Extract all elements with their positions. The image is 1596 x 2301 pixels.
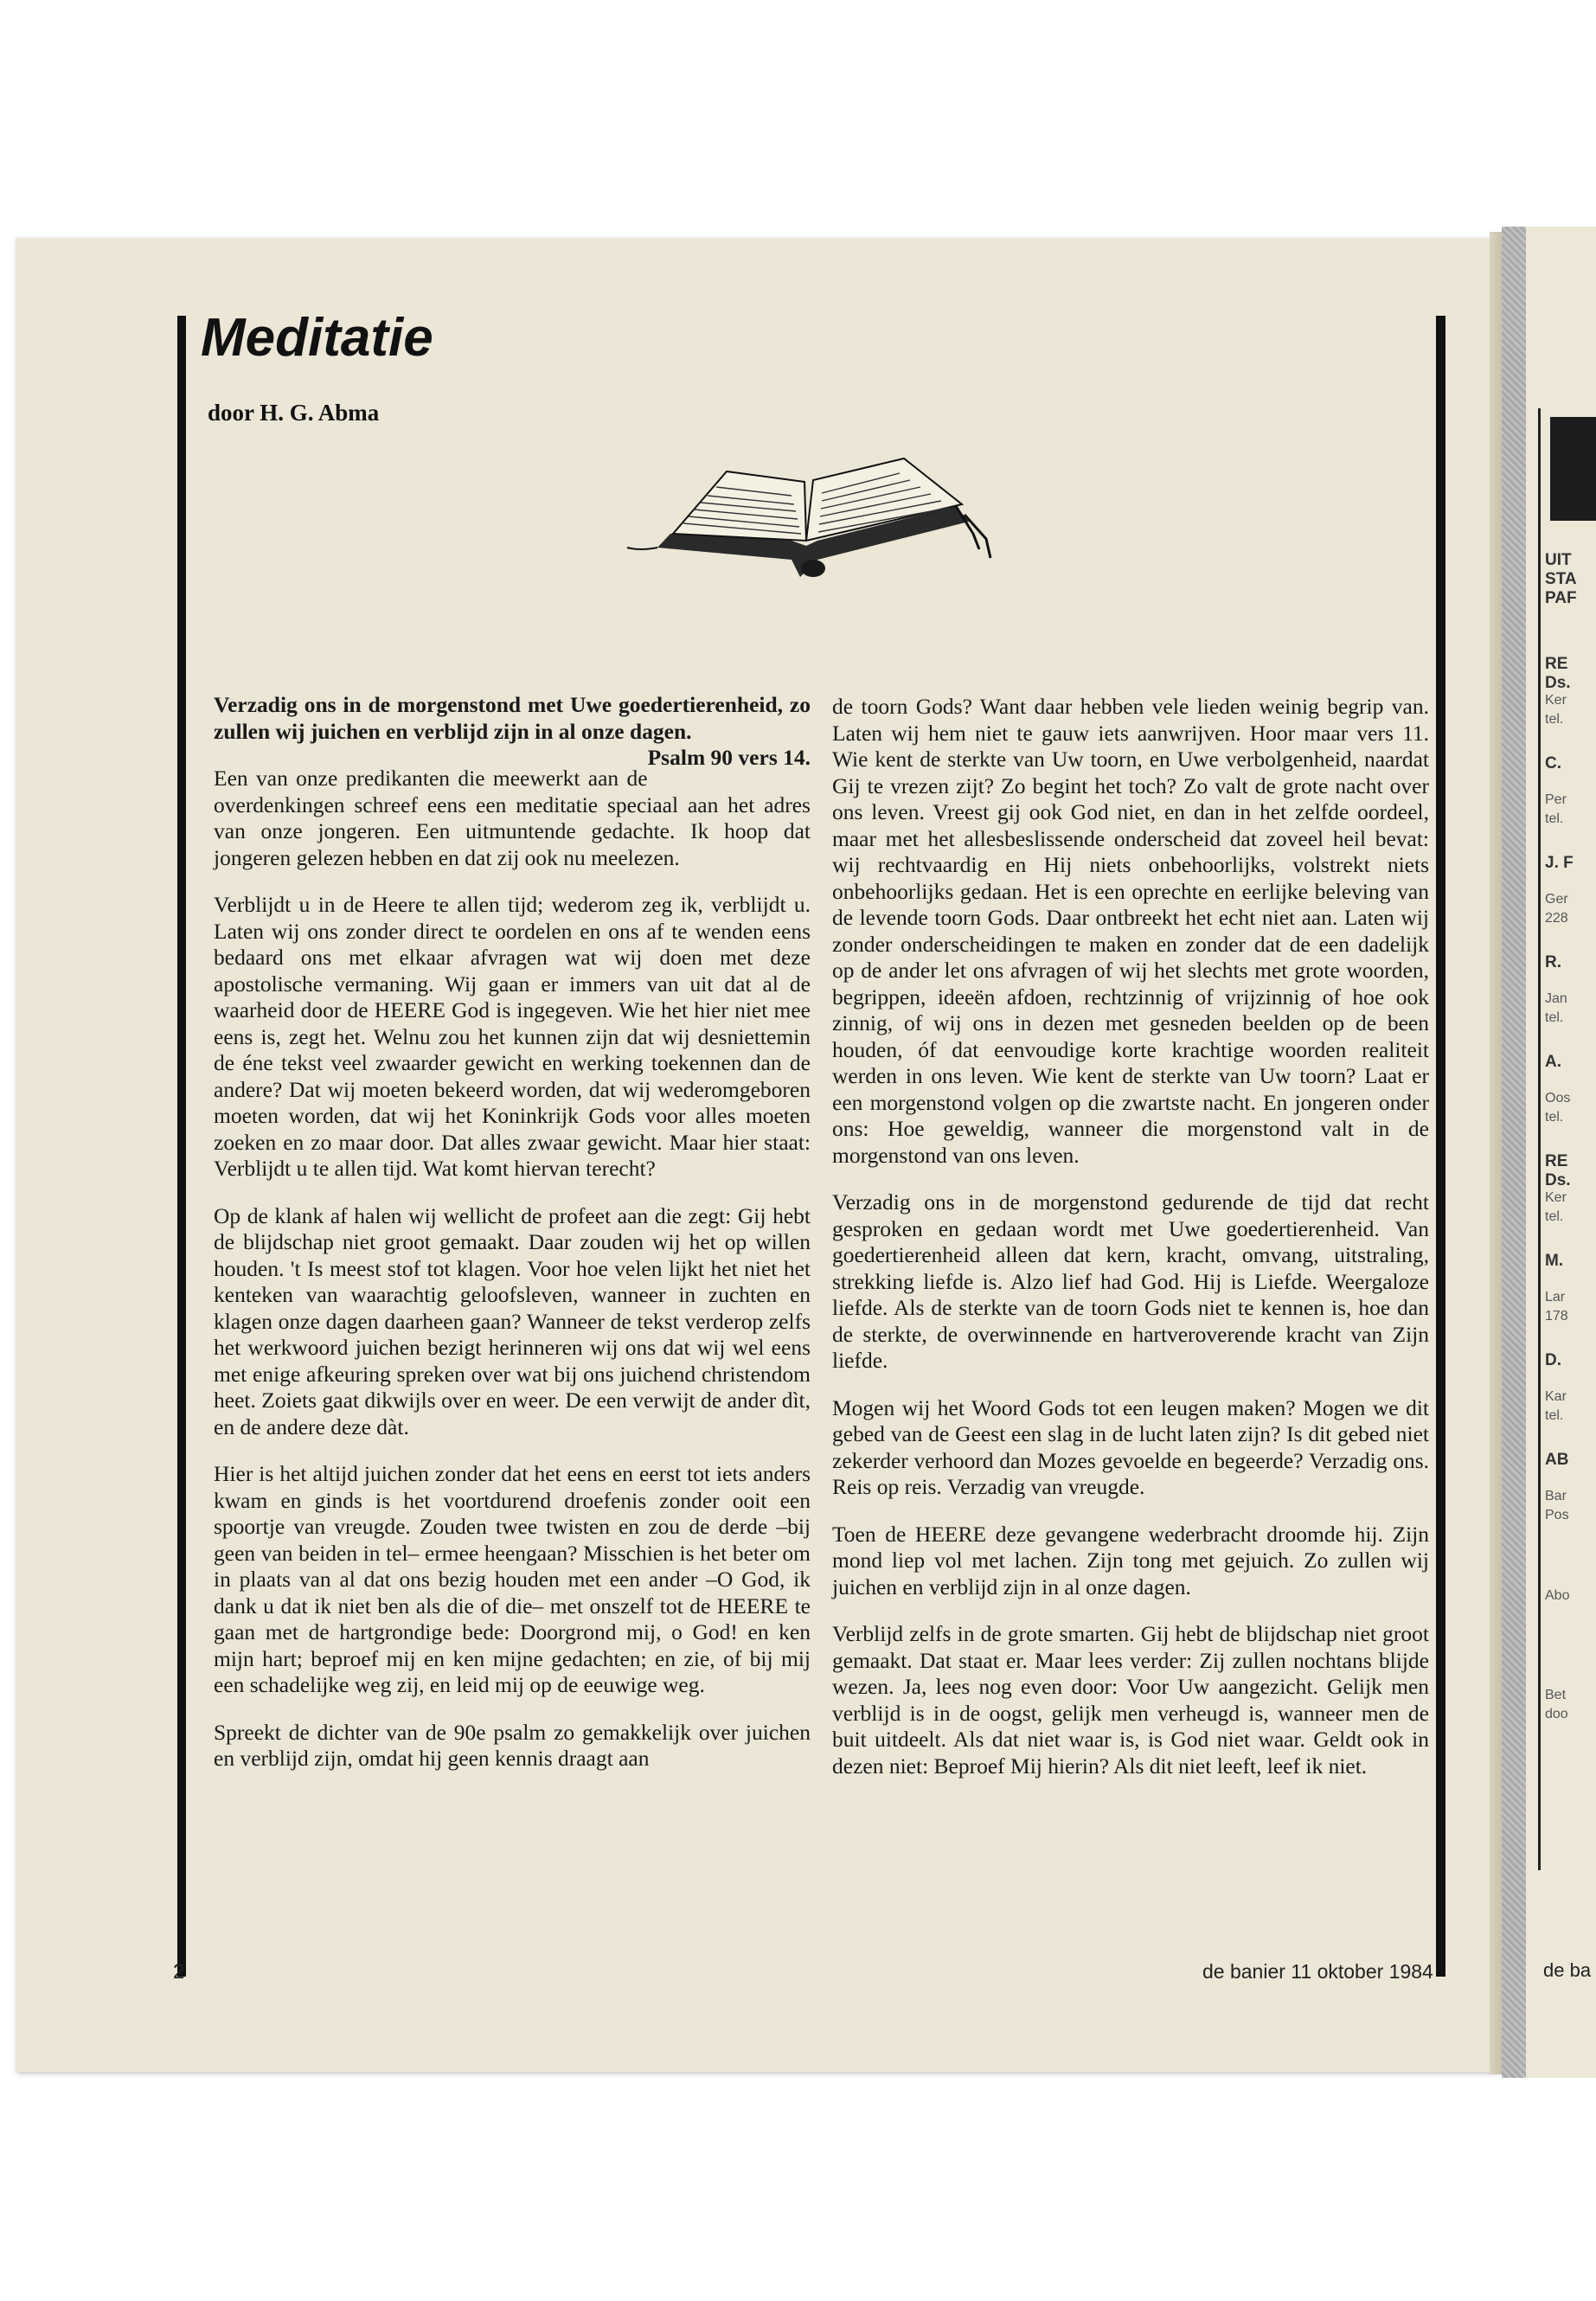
scripture-reference: Psalm 90 vers 14.	[647, 745, 811, 770]
adjacent-page-entry-text: tel.	[1545, 1010, 1564, 1025]
adjacent-page-entry-text: Kar	[1545, 1389, 1567, 1404]
article-title: Meditatie	[201, 308, 433, 368]
adjacent-page-entry-text: tel.	[1545, 1209, 1564, 1224]
adjacent-page-entry-text: RE	[1545, 1152, 1568, 1170]
adjacent-page-entry-text: Abo	[1545, 1588, 1570, 1603]
left-vertical-rule	[177, 316, 186, 1977]
article-paragraph: Verblijdt u in de Heere te allen tijd; wederom zeg ik, verblijdt u. Laten wij ons zonder direct te oordelen en ons af te wenden eens bedaard ons met elkaar afvragen wat wij doen met deze apostolische vermaning. Wij gaan er immers van uit dat al de waarheid door de HEERE God is ingegeven. Wie het hier niet mee eens is, zegt het. Welnu zou het kunnen zijn dat wij desniettemin de éne tekst veel zwaarder gewicht en werking toekennen dan de andere? Dat wij moeten bekeerd worden, dat wij wederomgeboren moeten worden, dat wij het Koninkrijk Gods voor alles moeten zoeken en zo maar door. Dat alles zwaar gewicht. Maar hier staat: Verblijdt u te allen tijd. Wat komt hiervan terecht?	[214, 892, 811, 1181]
adjacent-page-entry-text: Ger	[1545, 892, 1568, 907]
adjacent-page-line: PAF	[1545, 589, 1577, 607]
left-paragraphs	[214, 766, 811, 1772]
adjacent-page-entry-text: tel.	[1545, 1408, 1564, 1423]
adjacent-page-entry-text: J. F	[1545, 854, 1574, 872]
adjacent-page-entry-text: D.	[1545, 1351, 1561, 1369]
article-paragraph: Verblijd zelfs in de grote smarten. Gij hebt de blijdschap niet groot gemaakt. Dat staat er. Maar lees verder: Zij zullen nochtans blijde wezen. Ja, lees nog even door: Voor Uw aangezicht. Gelijk men verblijd is in de oogst, gelijk men verheugd is, wanneer men de buit uitdeelt. Als dat niet waar is, is God niet waar. Geldt ook in dezen niet: Beproef Mij hierin? Als dit niet leeft, leef ik niet.	[832, 1621, 1429, 1779]
adjacent-page-entry-text: C.	[1545, 754, 1561, 772]
book-gutter	[1490, 232, 1502, 2074]
adjacent-page-entry-text: Bet	[1545, 1688, 1567, 1702]
article-paragraph: Mogen wij het Woord Gods tot een leugen maken? Mogen we dit gebed van de Geest een slag in de lucht laten zijn? Is dit gebed niet zekerder verhoord dan Mozes gevoelde en begeerde? Verzadig ons. Reis op reis. Verzadig van vreugde.	[832, 1394, 1429, 1499]
intro-verse	[214, 692, 811, 770]
adjacent-page-entry-text: Oos	[1545, 1091, 1571, 1106]
adjacent-page-entry-text: tel.	[1545, 712, 1564, 727]
adjacent-page-entry-text: R.	[1545, 953, 1561, 971]
adjacent-page-entry-text: Jan	[1545, 991, 1567, 1006]
publication-footer: de banier 11 oktober 1984	[1202, 1960, 1433, 1983]
adjacent-page-entry-text: AB	[1545, 1451, 1569, 1469]
adjacent-page-entry-text: Per	[1545, 792, 1567, 807]
adjacent-page-entry-text: Bar	[1545, 1489, 1567, 1503]
adjacent-page-masthead-block	[1550, 417, 1596, 521]
adjacent-page-footer: de ba	[1543, 1959, 1592, 1981]
adjacent-page-line: UIT	[1545, 551, 1572, 569]
right-paragraphs	[832, 694, 1429, 1779]
adjacent-page-entry-text: Ds.	[1545, 1171, 1571, 1189]
article-paragraph: de toorn Gods? Want daar hebben vele lieden weinig begrip van. Laten wij hem niet te gauw iets aanwrijven. Hoor maar vers 11. Wie kent de sterkte van Uw toorn, en Uwe verbolgenheid, naardat Gij te vrezen zijt? Zo begint het toch? Zo valt de grote nacht over ons leven. Vreest gij ook God niet, en dan in het zelfde oordeel, maar met het allesbeslissende onderscheid dat zoveel heil bevat: wij rechtvaardig en Hij niets onbehoorlijks, volstrekt niets onbehoorlijks gedaan. Het is een oprechte en eerlijke beleving van de levende toorn Gods. Daar ontbreekt het echt niet aan. Laten wij zonder onderscheidingen te maken en zonder dat de een dadelijk op de ander let ons afvragen of wij het slechts met grote woorden, begrippen, ideeën afdoen, rechtzinnig of vrijzinnig of hoe ook zinnig, of wij ons in dezen met gesneden beelden op de been houden, óf dat eenvoudige korte krachtige woorden realiteit werden in ons leven. Wie kent de sterkte van Uw toorn? Laat er een morgenstond volgen op die zwartste nacht. En jongeren onder ons: Hoe geweldig, wanneer die morgenstond valt in de morgenstond van ons leven.	[832, 694, 1429, 1168]
adjacent-page-entry-text: RE	[1545, 655, 1568, 673]
page-number: 2	[173, 1960, 185, 1984]
adjacent-page-entry-text: 178	[1545, 1309, 1568, 1324]
book-binding	[1502, 227, 1526, 2078]
article-paragraph: Spreekt de dichter van de 90e psalm zo gemakkelijk over juichen en verblijd zijn, omdat hij geen kennis draagt aan	[214, 1719, 811, 1771]
adjacent-page-entry-text: Ds.	[1545, 674, 1571, 692]
article-byline: door H. G. Abma	[208, 400, 380, 426]
article-paragraph: Hier is het altijd juichen zonder dat het eens en eerst tot iets anders kwam en ginds is het voortdurend droefenis zonder ooit een spoortje van vreugde. Zouden twee twisten en zou de derde –bij geen van beiden in tel– ermee heengaan? Misschien is het beter om in plaats van al dat ons bezig houden met een ander –O God, ik dank u dat ik niet ben als die of die– met onszelf tot de HEERE te gaan met de hartgrondige bede: Doorgrond mij, o God! en ken mijn hart; beproef mij en ken mijne gedachten; en zie, of bij mij een schadelijke weg zij, en leid mij op de eeuwige weg.	[214, 1461, 811, 1697]
open-book-icon	[627, 458, 990, 577]
article-paragraph: Op de klank af halen wij wellicht de profeet aan die zegt: Gij hebt de blijdschap niet groot gemaakt. Daar zouden wij het op willen houden. 't Is meest stof tot klagen. Voor hoe velen lijkt het niet het kenteken van waarachtig geloofsleven, wanneer in zuchten en klagen onze dagen daarheen gaan? Wanneer de tekst verderop zelfs het werkwoord juichen bezigt herinneren wij ons dat wij wel eens met enige afkeuring spreken over wat bij ons juichend christendom heet. Zoiets gaat dikwijls over en weer. De een verwijt de ander dìt, en de andere deze dàt.	[214, 1202, 811, 1439]
adjacent-page-entry-text: 228	[1545, 911, 1568, 926]
adjacent-page-entry-text: Lar	[1545, 1290, 1566, 1304]
adjacent-page-entry-text: M.	[1545, 1252, 1564, 1270]
right-vertical-rule	[1436, 316, 1445, 1977]
open-bible-illustration	[606, 454, 1012, 584]
adjacent-page-entry-text: Pos	[1545, 1508, 1569, 1522]
article-column-left	[214, 692, 811, 1793]
adjacent-page	[1526, 227, 1596, 2078]
article-paragraph: Verzadig ons in de morgenstond gedurende de tijd dat recht gesproken en gedaan wordt met Uwe goedertierenheid. Van goedertierenheid alleen dat kern, kracht, omvang, uitstraling, strekking liefde is. Alzo lief had God. Hij is Liefde. Weergaloze liefde. Als de sterkte van de toorn Gods niet te kennen is, hoe dan de sterkte, de overwinnende en hartveroverende kracht van Zijn liefde.	[832, 1189, 1429, 1373]
adjacent-page-rule	[1538, 408, 1541, 1870]
adjacent-page-entry-text: doo	[1545, 1707, 1568, 1721]
adjacent-page-line: STA	[1545, 570, 1577, 588]
article-paragraph: Een van onze predikanten die meewerkt aan de overdenkingen schreef eens een meditatie speciaal aan het adres van onze jongeren. Een uitmuntende gedachte. Ik hoop dat jongeren gelezen hebben en dat zij ook nu meelezen.	[214, 766, 811, 870]
article-paragraph: Toen de HEERE deze gevangene wederbracht droomde hij. Zijn mond liep vol met lachen. Zijn tong met gejuich. Zo zullen wij juichen en verblijd zijn in al onze dagen.	[832, 1521, 1429, 1599]
adjacent-page-entry-text: tel.	[1545, 1110, 1564, 1125]
adjacent-page-entry-text: Ker	[1545, 693, 1567, 708]
intro-text: Verzadig ons in de morgenstond met Uwe goedertierenheid, zo zullen wij juichen en verblijd zijn in al onze dagen.	[214, 692, 811, 744]
article-column-right	[832, 694, 1429, 1800]
adjacent-page-entry-text: Ker	[1545, 1190, 1567, 1205]
adjacent-page-entry-text: tel.	[1545, 811, 1564, 826]
adjacent-page-entry-text: A.	[1545, 1053, 1561, 1071]
